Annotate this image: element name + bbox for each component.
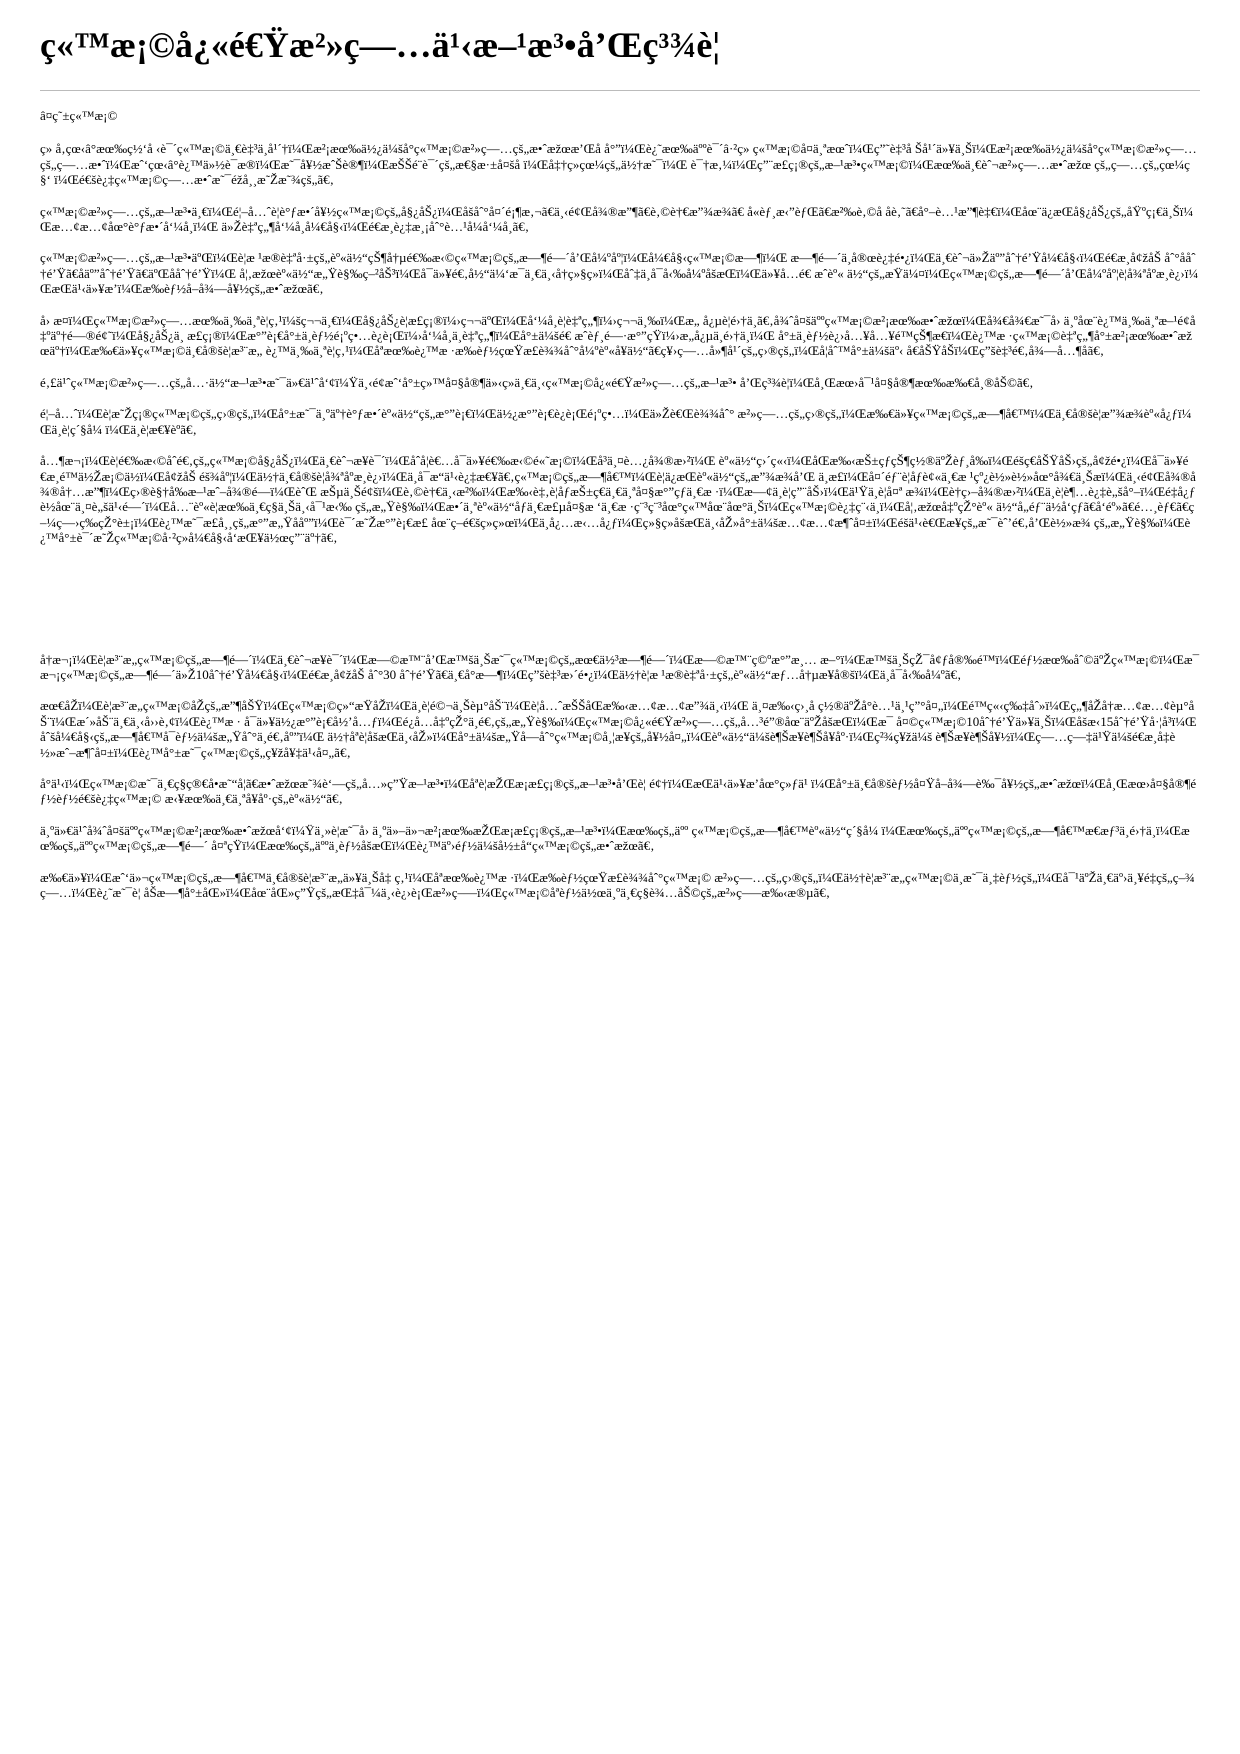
body-paragraph-5: é‚£ä¹ˆç«™æ¡©æ²»ç—…çš„å…·ä½“æ–¹æ³•æ˜¯ä»€ä¹ˆå‘¢ï¼Ÿä¸‹é¢æˆ‘å°±ç»™å¤§å®¶ä»‹ç»ä¸€ä¸‹ç«™æ¡©å¿«é€Ÿæ²»ç—…çš„æ–¹æ³• å’Œç³¾è¦ï¼Œå¸Œæœ›å¯¹å¤§å®¶æœ‰æ‰€å¸®åŠ©ã€‚ <box>40 374 1034 390</box>
body-paragraph-7: å…¶æ¬¡ï¼Œè¦é€‰æ‹©åˆé€‚çš„ç«™æ¡©å§¿åŠ¿ï¼Œä¸€èˆ¬æ¥è¯´ï¼Œåˆå¦è€…å¯ä»¥é€‰æ‹©é«˜æ¡©ï¼Œå³ä¸¤è…¿å¾®æ›²ï¼Œ èº«ä½“ç›´ç«‹ï¼ŒåŒæ‰‹æŠ±çƒçŠ¶ç½®äºŽèƒ¸å‰ï¼Œéšç€åŠŸåŠ›çš„å¢žé•¿ï¼Œå¯ä»¥é€æ¸é™ä½Žæ¡©ä½ï¼Œå¢žåŠ éš¾åº¦ï¼Œä½†ä¸€å®šè¦å¾ªåºæ¸è¿›ï¼Œä¸å¯æ“ä¹‹è¿‡æ€¥ã€‚ç«™æ¡©çš„æ—¶å€™ï¼Œè¦ä¿æŒèº«ä½“çš„æ”¾æ¾å’Œ ä¸æ£ï¼Œå¤´éƒ¨è¦åƒè¢«ä¸€æ ¹çº¿è½»è½»åœ°å¾€ä¸Šæï¼Œä¸‹é¢Œå¾®å¾®å†…æ”¶ï¼Œç›®è§†å‰æ–¹æˆ–å¾®é—ï¼ŒèˆŒ æŠµä¸Šé¢šï¼Œè‚©è†€ä¸‹æ²‰ï¼Œæ‰‹è‡‚è¦åƒæŠ±ç€ä¸€ä¸ªå¤§æ°”çƒä¸€æ ·ï¼Œæ—¢ä¸è¦ç”¨åŠ›ï¼Œä¹Ÿä¸è¦å¤ª æ¾ï¼Œè†ç›–å¾®æ›²ï¼Œä¸è¦è¶…è¿‡è„šå°–ï¼Œé‡å¿ƒè½åœ¨ä¸¤è„šä¹‹é—´ï¼Œå…¨èº«è¦æœ‰ä¸€ç§ä¸Šä¸‹å¯¹æ‹‰ çš„æ„Ÿè§‰ï¼Œæ•´ä¸ªèº«ä½“åƒä¸€æ£µå¤§æ ‘ä¸€æ ·ç¨³ç¨³åœ°ç«™åœ¨åœ°ä¸Šï¼Œç«™æ¡©è¿‡ç¨‹ä¸ï¼Œå¦‚æžœå‡ºçŽ°èº« ä½“å„éƒ¨ä½å‘çƒã€å‘éº»ã€é…¸èƒ€ã€ç–¼ç—›ç‰çŽ°è±¡ï¼Œè¿™æ˜¯æ£å¸¸çš„æ°”æ„Ÿååº”ï¼Œè¯´æ˜Žæ°”è¡€æ£ åœ¨ç–é€šç»ç»œï¼Œä¸å¿…æ‹…å¿ƒï¼Œç»§ç»åšæŒä¸‹åŽ»å°±ä¼šæ…¢æ…¢æ¶ˆå¤±ï¼Œéšä¹‹è€Œæ¥çš„æ˜¯èˆ’é€‚å’Œè½»æ¾ çš„æ„Ÿè§‰ï¼Œè¿™å°±è¯´æ˜Žç«™æ¡©å·²ç»å¼€å§‹å‘æŒ¥ä½œç”¨äº†ã€‚ <box>40 453 1196 546</box>
body-paragraph-9: æœ€åŽï¼Œè¦æ³¨æ„ç«™æ¡©åŽçš„æ”¶åŠŸï¼Œç«™æ¡©ç»“æŸåŽï¼Œä¸è¦é©¬ä¸Šèµ°åŠ¨ï¼Œè¦å…ˆæŠŠåŒæ‰‹æ…¢æ…¢æ”¾ä¸‹ï¼Œ ä¸¤æ‰‹ç›¸å ç½®äºŽå°è…¹ä¸¹ç”°å¤„ï¼Œé™ç«‹ç‰‡åˆ»ï¼Œç„¶åŽå†æ…¢æ…¢èµ°åŠ¨ï¼Œæ´»åŠ¨ä¸€ä¸‹å››è‚¢ï¼Œè¿™æ · å¯ä»¥ä½¿æ°”è¡€å½’å…ƒï¼Œé¿å…å‡ºçŽ°ä¸é€‚çš„æ„Ÿè§‰ï¼Œç«™æ¡©å¿«é€Ÿæ²»ç—…çš„å…³é”®åœ¨äºŽåšæŒï¼Œæ¯ å¤©ç«™æ¡©10åˆ†é’Ÿä»¥ä¸Šï¼Œåšæ‹15åˆ†é’Ÿå·¦å³ï¼Œåˆšå¼€å§‹çš„æ—¶å€™å¯èƒ½ä¼šæ„Ÿåˆ°ä¸é€‚åº”ï¼Œ ä½†åªè¦åšæŒä¸‹åŽ»ï¼Œå°±ä¼šæ„Ÿå—åˆ°ç«™æ¡©å¸¦æ¥çš„å¥½å¤„ï¼Œèº«ä½“ä¼šè¶Šæ¥è¶Šå¥åº·ï¼Œç²¾ç¥žä¼š è¶Šæ¥è¶Šå¥½ï¼Œç—…ç—‡ä¹Ÿä¼šé€æ¸å‡è½»æˆ–æ¶ˆå¤±ï¼Œè¿™å°±æ˜¯ç«™æ¡©çš„ç¥žå¥‡ä¹‹å¤„ã€‚ <box>40 698 1197 760</box>
body-paragraph-11: ä¸ºä»€ä¹ˆå¾ˆå¤šäººç«™æ¡©æ²¡æœ‰æ•ˆæžœå‘¢ï¼Ÿä¸»è¦æ˜¯å› ä¸ºä»–ä»¬æ²¡æœ‰æŽŒæ¡æ£ç¡®çš„æ–¹æ³•ï¼Œæœ‰çš„äºº ç«™æ¡©çš„æ—¶å€™èº«ä½“ç´§å¼ ï¼Œæœ‰çš„äººç«™æ¡©çš„æ—¶å€™æ€æƒ³ä¸é›†ä¸ï¼Œæœ‰çš„äººç«™æ¡©çš„æ—¶é—´ å¤ªçŸï¼Œæœ‰çš„äººä¸èƒ½åšæŒï¼Œè¿™äº›éƒ½ä¼šå½±å“ç«™æ¡©çš„æ•ˆæžœã€‚ <box>40 822 1190 854</box>
body-paragraph-12: æ‰€ä»¥ï¼Œæˆ‘ä»¬ç«™æ¡©çš„æ—¶å€™ä¸€å®šè¦æ³¨æ„ä»¥ä¸Šå‡ ç‚¹ï¼Œåªæœ‰è¿™æ ·ï¼Œæ‰èƒ½çœŸæ£è¾¾åˆ°ç«™æ¡© æ²»ç—…çš„ç›®çš„ï¼Œä½†è¦æ³¨æ„ç«™æ¡©ä¸æ˜¯ä¸‡èƒ½çš„ï¼Œå¯¹äºŽä¸€äº›ä¸¥é‡çš„ç–¾ç—…ï¼Œè¿˜æ˜¯è¦ åŠæ—¶å°±åŒ»ï¼Œåœ¨åŒ»ç”Ÿçš„æŒ‡å¯¼ä¸‹è¿›è¡Œæ²»ç–—ï¼Œç«™æ¡©åªèƒ½ä½œä¸ºä¸€ç§è¾…åŠ©çš„æ²»ç–—æ‰‹æ®µã€‚ <box>40 869 1195 900</box>
body-paragraph-8: å†æ¬¡ï¼Œè¦æ³¨æ„ç«™æ¡©çš„æ—¶é—´ï¼Œä¸€èˆ¬æ¥è¯´ï¼Œæ—©æ™¨å’Œæ™šä¸Šæ˜¯ç«™æ¡©çš„æœ€ä½³æ—¶é—´ï¼Œæ—©æ™¨ç©ºæ°”æ¸… æ–°ï¼Œæ™šä¸ŠçŽ¯å¢ƒå®‰é™ï¼Œéƒ½æœ‰åˆ©äºŽç«™æ¡©ï¼Œæ¯æ¬¡ç«™æ¡©çš„æ—¶é—´ä»Ž10åˆ†é’Ÿå¼€å§‹ï¼Œé€æ¸å¢žåŠ åˆ°30 åˆ†é’Ÿã€ä¸€å°æ—¶ï¼Œç”šè‡³æ›´é•¿ï¼Œä½†è¦æ ¹æ®è‡ªå·±çš„èº«ä½“æƒ…å†µæ¥å®šï¼Œä¸å¯å‹‰å¼ºã€‚ <box>40 651 1200 682</box>
body-paragraph-4: å› æ¤ï¼Œç«™æ¡©æ²»ç—…æœ‰ä¸‰ä¸ªè¦ç‚¹ï¼šç¬¬ä¸€ï¼Œå§¿åŠ¿è¦æ£ç¡®ï¼›ç¬¬äºŒï¼Œå‘¼å¸è¦è‡ªç„¶ï¼›ç¬¬ä¸‰ï¼Œæ„ å¿µè¦é›†ä¸ã€‚å¾ˆå¤šäººç«™æ¡©æ²¡æœ‰æ•ˆæžœï¼Œå¾€å¾€æ˜¯å› ä¸ºåœ¨è¿™ä¸‰ä¸ªæ–¹é¢å‡ºäº†é—®é¢˜ï¼Œå§¿åŠ¿ä¸ æ£ç¡®ï¼Œæ°”è¡€å°±ä¸èƒ½é¡ºç•…è¿è¡Œï¼›å‘¼å¸ä¸è‡ªç„¶ï¼Œå°±ä¼šé€ æˆèƒ¸é—·æ°”çŸï¼›æ„å¿µä¸é›†ä¸ï¼Œ å°±ä¸èƒ½è¿›å…¥å…¥é™çŠ¶æ€ï¼Œè¿™æ ·ç«™æ¡©è‡ªç„¶å°±æ²¡æœ‰æ•ˆæžœäº†ï¼Œæ‰€ä»¥ç«™æ¡©ä¸€å®šè¦æ³¨æ„ è¿™ä¸‰ä¸ªè¦ç‚¹ï¼Œåªæœ‰è¿™æ ·æ‰èƒ½çœŸæ£è¾¾åˆ°å¼ºèº«å¥ä½“ã€ç¥›ç—…å»¶å¹´çš„ç›®çš„ï¼Œå¦åˆ™å°±ä¼šäº‹ å€åŠŸåŠï¼Œç”šè‡³é€‚å¾—å…¶åã€‚ <box>40 312 1196 359</box>
body-blank-gap <box>40 562 1200 652</box>
body-paragraph-3: ç«™æ¡©æ²»ç—…çš„æ–¹æ³•äºŒï¼Œè¦æ ¹æ®è‡ªå·±çš„èº«ä½“çŠ¶å†µé€‰æ‹©ç«™æ¡©çš„æ—¶é—´å’Œå¼ºåº¦ï¼Œå¼€å§‹ç«™æ¡©æ—¶ï¼Œ æ—¶é—´ä¸å®œè¿‡é•¿ï¼Œä¸€èˆ¬ä»Žäº”åˆ†é’Ÿå¼€å§‹ï¼Œé€æ¸å¢žåŠ åˆ°ååˆ†é’Ÿã€åäº”åˆ†é’Ÿã€äºŒååˆ†é’Ÿï¼Œ å¦‚æžœèº«ä½“æ„Ÿè§‰ç–²åŠ³ï¼Œå¯ä»¥é€‚å½“ä¼‘æ¯ä¸€ä¸‹å†ç»§ç»ï¼Œåˆ‡ä¸å¯å‹‰å¼ºåšæŒï¼Œä»¥å…é€ æˆèº« ä½“çš„æŸä¼¤ï¼Œç«™æ¡©çš„æ—¶é—´å’Œå¼ºåº¦è¦å¾ªåºæ¸è¿›ï¼ŒæŒä¹‹ä»¥æ’ï¼Œæ‰èƒ½å–å¾—å¥½çš„æ•ˆæžœã€‚ <box>40 250 1199 297</box>
body-paragraph-10: å°ä¹‹ï¼Œç«™æ¡©æ˜¯ä¸€ç§ç®€å•æ˜“å¦ã€æ•ˆæžœæ˜¾è‘—çš„å…»ç”Ÿæ–¹æ³•ï¼Œåªè¦æŽŒæ¡æ£ç¡®çš„æ–¹æ³•å’Œè¦ é¢†ï¼ŒæŒä¹‹ä»¥æ’åœ°ç»ƒä¹ ï¼Œå°±ä¸€å®šèƒ½å¤Ÿå–å¾—è‰¯å¥½çš„æ•ˆæžœï¼Œå¸Œæœ›å¤§å®¶éƒ½èƒ½é€šè¿‡ç«™æ¡© æ‹¥æœ‰ä¸€ä¸ªå¥åº·çš„èº«ä½“ã€‚ <box>40 775 1197 807</box>
body-paragraph-6: é¦–å…ˆï¼Œè¦æ˜Žç¡®ç«™æ¡©çš„ç›®çš„ï¼Œå°±æ˜¯ä¸ºäº†è°ƒæ•´èº«ä½“çš„æ°”è¡€ï¼Œä½¿æ°”è¡€è¿è¡Œé¡ºç•…ï¼Œä»Žè€Œè¾¾åˆ° æ²»ç—…çš„ç›®çš„ï¼Œæ‰€ä»¥ç«™æ¡©çš„æ—¶å€™ï¼Œä¸€å®šè¦æ”¾æ¾èº«å¿ƒï¼Œä¸è¦ç´§å¼ ï¼Œä¸è¦æ€¥èºã€‚ <box>40 406 1192 437</box>
title-divider <box>40 90 1200 91</box>
body-paragraph-2: ç«™æ¡©æ²»ç—…çš„æ–¹æ³•ä¸€ï¼Œé¦–å…ˆè¦è°ƒæ•´å¥½ç«™æ¡©çš„å§¿åŠ¿ï¼Œåšåˆ°å¤´é¡¶æ‚¬ã€ä¸‹é¢Œå¾®æ”¶ã€è‚©è†€æ”¾æ¾ã€ å«èƒ¸æ‹”èƒŒã€æ²‰è‚©å åè‚˜ã€å°–è…¹æ”¶è‡€ï¼Œåœ¨ä¿æŒå§¿åŠ¿çš„åŸºç¡€ä¸Šï¼Œæ…¢æ…¢åœ°è°ƒæ•´å‘¼å¸ï¼Œ ä»Žè‡ªç„¶å‘¼å¸å¼€å§‹ï¼Œé€æ¸è¿‡æ¸¡åˆ°è…¹å¼å‘¼å¸ã€‚ <box>40 203 1194 235</box>
document-title: ç«™æ¡©å¿«é€Ÿæ²»ç—…ä¹‹æ–¹æ³•å’Œç³¾è¦ <box>40 25 721 65</box>
document-byline: â¤ç˜±ç«™æ¡© <box>40 108 118 123</box>
document-body <box>40 108 1200 916</box>
body-paragraph-1: ç» å‚çœ‹â°æœ‰ç½‘å ‹è¯´ç«™æ¡©ä¸€è‡³ä¸å¹´†ï¼Œæ²¡æœ‰ä½¿ä¼šå°ç«™æ¡©æ²»ç—…çš„æ•ˆæžœæ’Œå å°”ï¼Œè¿˜æœ‰äººè¯´â·²ç» ç«™æ¡©å¤ä¸ªæœˆï¼Œç”˜è‡³å Šå¹´ä»¥ä¸Šï¼Œæ²¡æœ‰ä½¿ä¼šå°ç«™æ¡©æ²»ç—…çš„ç—…æ•ˆï¼Œæˆ‘çœ‹â°è¿™ä»½è¯æ®ï¼Œæ˜¯å¥½æˆŠè®¶ï¼ŒæŠŠé¨è¯´çš„æ€§æ·±å¤šå ï¼Œå‡†ç»çœ¼çš„ä½†æ˜¯ï¼Œ è¯†æ‚¼ï¼Œç”¨æ£ç¡®çš„æ–¹æ³•ç«™æ¡©ï¼Œæœ‰ä¸€èˆ¬æ²»ç—…æ•ˆæžœ çš„ç—…çš„çœ¼ç§‘ ï¼Œé€šè¿‡ç«™æ¡©ç—…æ•ˆæ˜¯éžå¸¸æ˜Žæ˜¾çš„ã€‚ <box>40 141 1197 188</box>
